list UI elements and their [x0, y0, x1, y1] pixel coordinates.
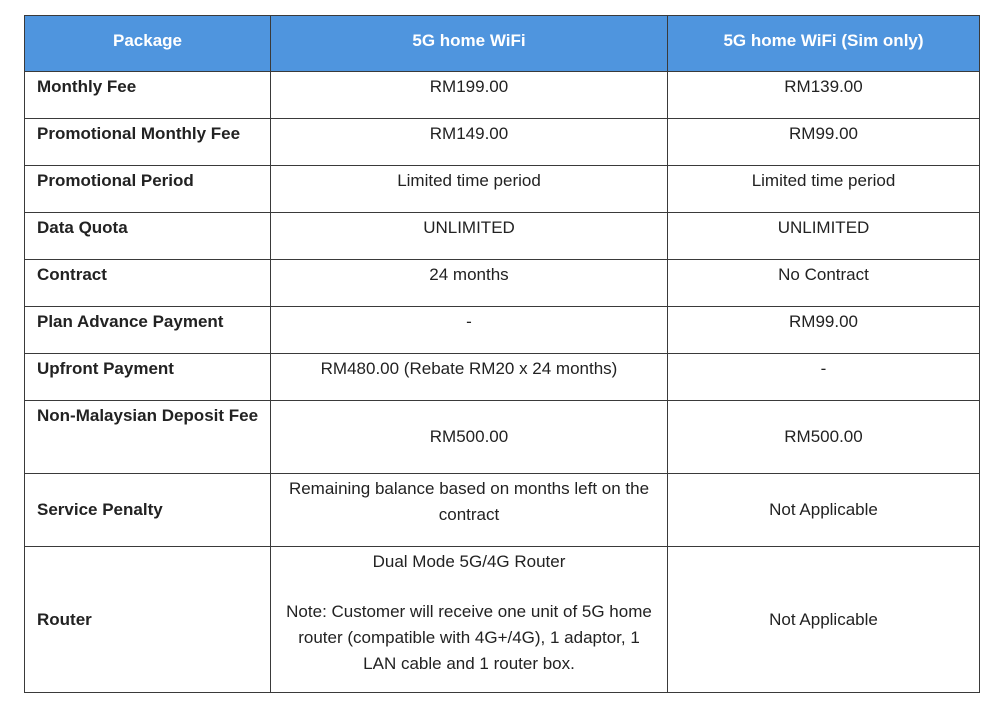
cell-sim: No Contract	[668, 260, 980, 307]
row-label: Upfront Payment	[25, 354, 271, 401]
cell-wifi	[271, 547, 668, 693]
row-label: Non-Malaysian Deposit Fee	[25, 401, 271, 474]
row-label: Monthly Fee	[25, 72, 271, 119]
row-label: Plan Advance Payment	[25, 307, 271, 354]
row-label: Router	[25, 547, 271, 693]
row-plan-advance-payment	[25, 307, 980, 354]
row-non-malaysian-deposit-fee	[25, 401, 980, 474]
header-5g-home-wifi-sim-only: 5G home WiFi (Sim only)	[668, 16, 980, 72]
row-router	[25, 547, 980, 693]
row-label: Data Quota	[25, 213, 271, 260]
row-monthly-fee	[25, 72, 980, 119]
cell-sim: Not Applicable	[668, 474, 980, 547]
row-contract	[25, 260, 980, 307]
row-upfront-payment	[25, 354, 980, 401]
row-promotional-monthly-fee	[25, 119, 980, 166]
cell-sim: RM500.00	[668, 401, 980, 474]
cell-sim: RM99.00	[668, 119, 980, 166]
row-label: Promotional Period	[25, 166, 271, 213]
cell-sim: Not Applicable	[668, 547, 980, 693]
cell-wifi: Remaining balance based on months left on the contract	[271, 474, 668, 547]
row-promotional-period	[25, 166, 980, 213]
cell-sim: RM139.00	[668, 72, 980, 119]
router-note: Note: Customer will receive one unit of 5G home router (compatible with 4G+/4G), 1 adaptor, 1 LAN cable and 1 router box.	[286, 602, 652, 673]
row-label: Contract	[25, 260, 271, 307]
router-title: Dual Mode 5G/4G Router	[372, 552, 566, 571]
cell-sim: -	[668, 354, 980, 401]
package-comparison-table	[24, 15, 980, 693]
cell-sim: UNLIMITED	[668, 213, 980, 260]
table-header-row	[25, 16, 980, 72]
row-label: Service Penalty	[25, 474, 271, 547]
cell-wifi: -	[271, 307, 668, 354]
row-service-penalty	[25, 474, 980, 547]
cell-sim: RM99.00	[668, 307, 980, 354]
spacer	[281, 575, 657, 599]
cell-wifi: Limited time period	[271, 166, 668, 213]
header-package: Package	[25, 16, 271, 72]
cell-wifi: RM500.00	[271, 401, 668, 474]
cell-wifi: RM199.00	[271, 72, 668, 119]
row-data-quota	[25, 213, 980, 260]
cell-sim: Limited time period	[668, 166, 980, 213]
header-5g-home-wifi: 5G home WiFi	[271, 16, 668, 72]
row-label: Promotional Monthly Fee	[25, 119, 271, 166]
cell-wifi: 24 months	[271, 260, 668, 307]
cell-wifi: RM149.00	[271, 119, 668, 166]
cell-wifi: RM480.00 (Rebate RM20 x 24 months)	[271, 354, 668, 401]
cell-wifi: UNLIMITED	[271, 213, 668, 260]
